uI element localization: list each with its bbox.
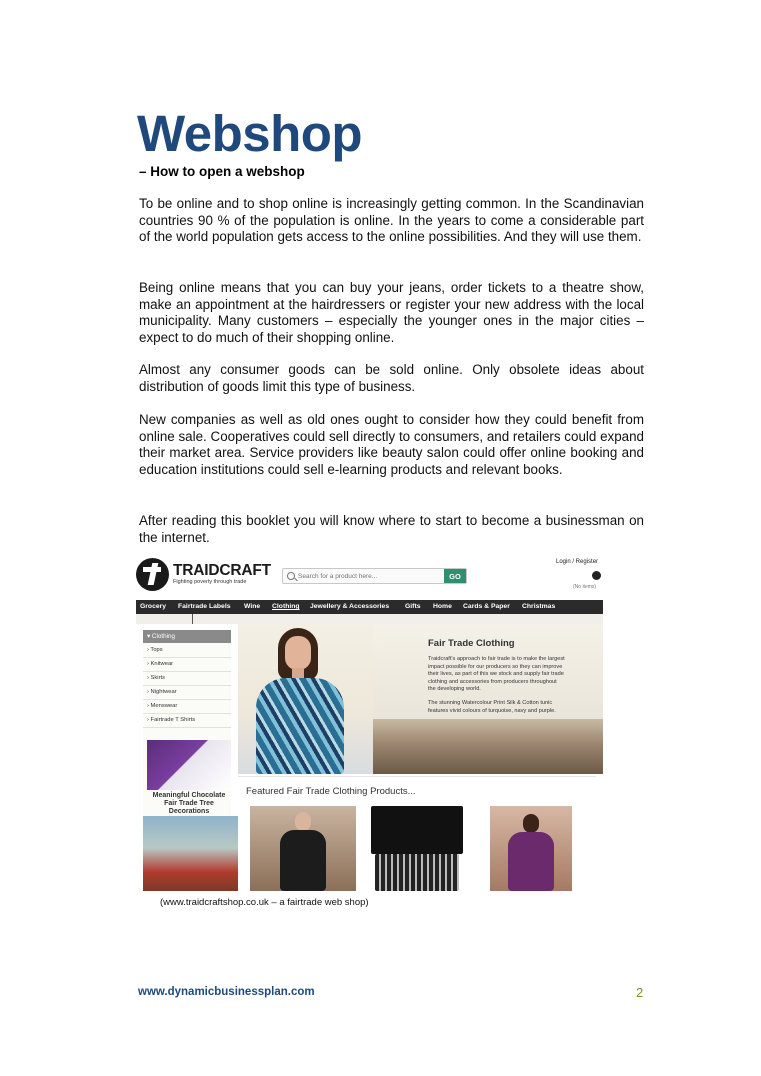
nav-item-cards-paper[interactable]: Cards & Paper [463, 603, 510, 610]
page-title: Webshop [137, 105, 363, 162]
hero-banner[interactable] [238, 624, 603, 774]
promo-photo[interactable] [143, 816, 238, 891]
nav-item-wine[interactable]: Wine [244, 603, 261, 610]
sidebar-heading[interactable]: ▾ Clothing [143, 630, 231, 643]
paragraph: Almost any consumer goods can be sold online. Only obsolete ideas about distribution of goods limit this type of business. [139, 362, 644, 394]
paragraph: Being online means that you can buy your jeans, order tickets to a theatre show, make an appointment at the hairdressers or register your new address with the local municipality. Many customers – especially the younger ones in the major cities – expect to do much of their shopping online. [139, 280, 644, 345]
hero-model-image [256, 628, 344, 774]
nav-item-jewellery[interactable]: Jewellery & Accessories [310, 603, 390, 610]
sub-nav-strip [136, 614, 603, 624]
webshop-screenshot [136, 552, 603, 891]
search-icon [287, 572, 295, 580]
hero-description: Traidcraft's approach to fair trade is to make the largest impact possible for our producers so they can improve their lives, as part of this we stock and supply fair trade clothing and accessories from producers throughout the developing world. [428, 656, 565, 692]
nav-item-home[interactable]: Home [433, 603, 452, 610]
search-bar [282, 568, 467, 584]
sidebar-item-tops[interactable]: › Tops [143, 644, 231, 658]
sidebar-item-fairtrade-t-shirts[interactable]: › Fairtrade T Shirts [143, 714, 231, 728]
main-nav [136, 600, 603, 614]
product-card[interactable] [490, 806, 572, 891]
traidcraft-logo [136, 558, 271, 592]
sidebar-item-skirts[interactable]: › Skirts [143, 672, 231, 686]
page-number: 2 [636, 985, 644, 1000]
nav-item-grocery[interactable]: Grocery [140, 603, 167, 610]
sidebar-item-knitwear[interactable]: › Knitwear [143, 658, 231, 672]
hero-title: Fair Trade Clothing [428, 638, 515, 649]
promo-text[interactable]: Meaningful Chocolate Fair Trade Tree Decorations [152, 792, 226, 815]
logo-mark-icon [136, 558, 169, 591]
nav-item-fairtrade-labels[interactable]: Fairtrade Labels [178, 603, 231, 610]
search-go-button[interactable]: GO [444, 569, 466, 583]
footer-url[interactable]: www.dynamicbusinessplan.com [138, 986, 315, 998]
product-card[interactable] [250, 806, 356, 891]
paragraph: After reading this booklet you will know where to start to become a businessman on the internet. [139, 513, 644, 545]
category-sidebar [143, 630, 231, 891]
sub-nav-divider [192, 614, 193, 624]
nav-item-gifts[interactable]: Gifts [405, 603, 421, 610]
hero-description-2: The stunning Watercolour Print Silk & Cotton tunic features vivid colours of turquoise, navy and purple. [428, 700, 556, 714]
search-input[interactable] [298, 569, 438, 583]
sidebar-item-nightwear[interactable]: › Nightwear [143, 686, 231, 700]
login-register-link[interactable]: Login / Register [556, 559, 599, 565]
nav-item-christmas[interactable]: Christmas [522, 603, 556, 610]
sidebar-item-menswear[interactable]: › Menswear [143, 700, 231, 714]
product-card[interactable] [363, 806, 471, 891]
paragraph: To be online and to shop online is increasingly getting common. In the Scandinavian countries 90 % of the population is online. In the years to come a considerable part of the world population gets access to the online possibilities. And they will use them. [139, 196, 644, 245]
logo-tagline: Fighting poverty through trade [173, 579, 247, 585]
featured-title: Featured Fair Trade Clothing Products... [246, 786, 416, 797]
basket-icon[interactable] [592, 571, 601, 580]
page-subtitle: – How to open a webshop [139, 164, 305, 179]
basket-status: (No items) [573, 584, 597, 590]
logo-name: TRAIDCRAFT [173, 562, 271, 579]
hero-town-image [373, 719, 603, 774]
promo-image[interactable] [147, 740, 231, 790]
screenshot-caption: (www.traidcraftshop.co.uk – a fairtrade web shop) [160, 897, 369, 908]
nav-item-clothing[interactable]: Clothing [272, 603, 300, 610]
paragraph: New companies as well as old ones ought to consider how they could benefit from online sale. Cooperatives could sell directly to consumers, and retailers could expand their market area. Service providers like beauty salon could offer online booking and education institutions could sell e-learning products and relevant books. [139, 412, 644, 477]
